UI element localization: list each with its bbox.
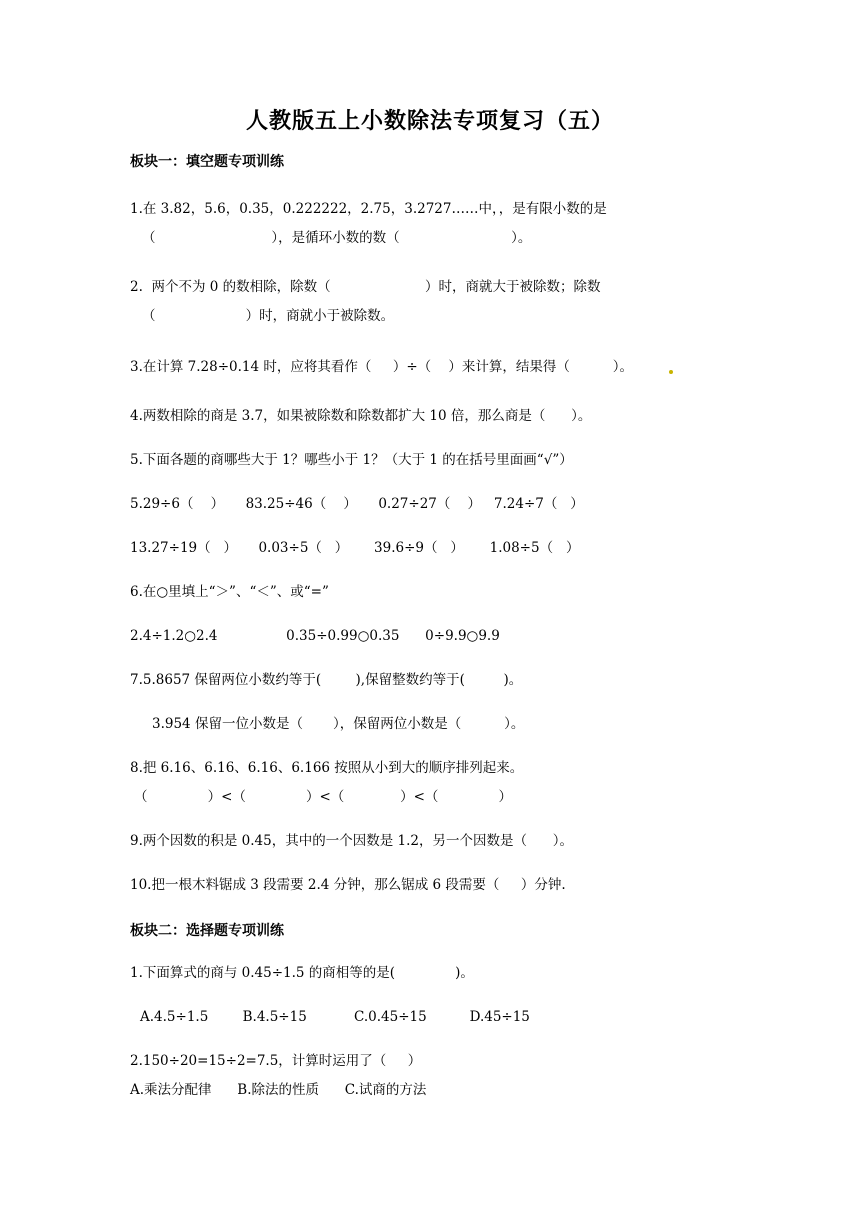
choice-question-1-options: A.4.5÷1.5 B.4.5÷15 C.0.45÷15 D.45÷15 bbox=[140, 1009, 530, 1025]
question-3: 3.在计算 7.28÷0.14 时，应将其看作（ ）÷（ ）来计算，结果得（ ）。 bbox=[130, 359, 633, 375]
question-7-line-2: 3.954 保留一位小数是（ ），保留两位小数是（ ）。 bbox=[152, 716, 525, 732]
question-7-line-1: 7.5.8657 保留两位小数约等于( ),保留整数约等于( )。 bbox=[130, 672, 523, 688]
question-5-row-1: 5.29÷6（ ） 83.25÷46（ ） 0.27÷27（ ） 7.24÷7（ ） bbox=[130, 496, 584, 512]
question-10: 10.把一根木料锯成 3 段需要 2.4 分钟，那么锯成 6 段需要（ ）分钟. bbox=[130, 877, 566, 893]
choice-question-1: 1.下面算式的商与 0.45÷1.5 的商相等的是( )。 bbox=[130, 965, 474, 981]
question-9: 9.两个因数的积是 0.45，其中的一个因数是 1.2，另一个因数是（ ）。 bbox=[130, 833, 573, 849]
section-heading-multiple-choice: 板块二：选择题专项训练 bbox=[130, 923, 284, 939]
question-1-line-1: 1.在 3.82，5.6，0.35，0.222222，2.75，3.2727……中，，是有限小数的是 bbox=[130, 201, 607, 217]
question-1-line-2: （ ），是循环小数的数（ ）。 bbox=[142, 230, 532, 246]
question-6-row-1: 2.4÷1.2○2.4 0.35÷0.99○0.35 0÷9.9○9.9 bbox=[130, 628, 500, 644]
question-2-line-1: 2. 两个不为 0 的数相除，除数（ ）时，商就大于被除数；除数 bbox=[130, 279, 601, 295]
highlight-dot bbox=[669, 370, 673, 374]
question-8-line-2: （ ）<（ ）<（ ）<（ ） bbox=[134, 789, 512, 805]
question-2-line-2: （ ）时，商就小于被除数。 bbox=[142, 308, 395, 324]
question-4: 4.两数相除的商是 3.7，如果被除数和除数都扩大 10 倍，那么商是（ ）。 bbox=[130, 408, 592, 424]
question-6: 6.在○里填上“＞”、“＜”、或“=” bbox=[130, 584, 329, 600]
question-5: 5.下面各题的商哪些大于 1？哪些小于 1？（大于 1 的在括号里面画“√”） bbox=[130, 452, 573, 468]
question-8-line-1: 8.把 6.16、6.16、6.16、6.166 按照从小到大的顺序排列起来。 bbox=[130, 760, 524, 776]
section-heading-fill-blank: 板块一：填空题专项训练 bbox=[130, 154, 284, 170]
choice-question-2-options: A.乘法分配律 B.除法的性质 C.试商的方法 bbox=[130, 1082, 427, 1098]
choice-question-2: 2.150÷20=15÷2=7.5，计算时运用了（ ） bbox=[130, 1053, 422, 1069]
question-5-row-2: 13.27÷19（ ） 0.03÷5（ ） 39.6÷9（ ） 1.08÷5（ ） bbox=[130, 540, 580, 556]
document-title: 人教版五上小数除法专项复习（五） bbox=[245, 109, 614, 134]
